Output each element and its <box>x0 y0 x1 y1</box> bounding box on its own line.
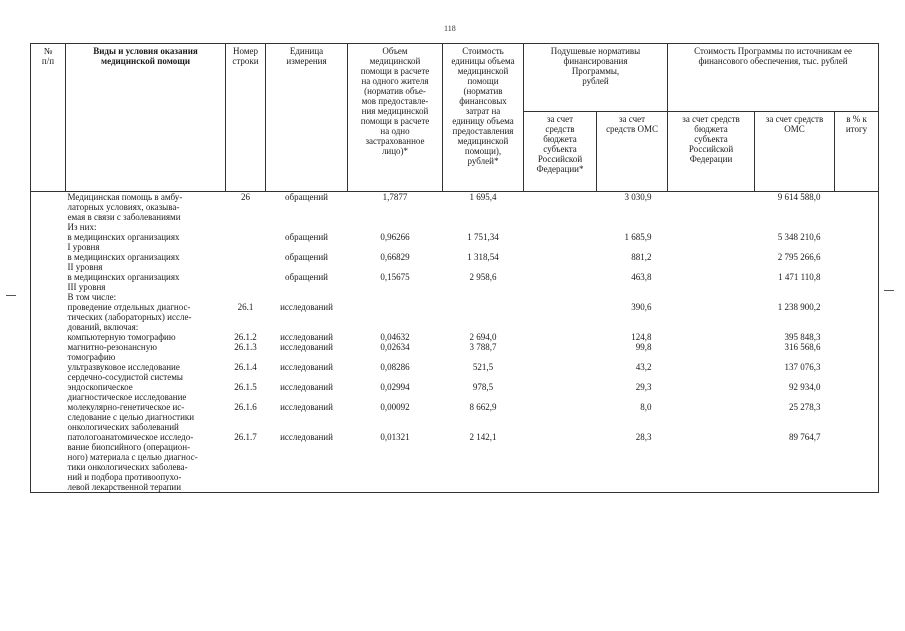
volume-text: 1,7877 <box>382 192 408 202</box>
volume-cell <box>348 252 443 272</box>
unit-text: исследований <box>280 432 333 442</box>
volume-cell <box>348 362 443 382</box>
unit-cost-cell <box>443 362 524 382</box>
care-type-text: В том числе: <box>67 292 117 302</box>
care-type-text: патологоанатомическое исследо- вание биопсийного (операцион- ного) материала с целью диагнос- тики онкологических заболева- ний и подбора противоопухо- левой лекарственной терапии <box>67 432 198 492</box>
per-capita-budget-cell <box>524 302 597 332</box>
total-oms-text: 9 614 588,0 <box>777 192 821 202</box>
unit-cell <box>266 362 348 382</box>
unit-text: исследований <box>280 302 333 312</box>
volume-cell <box>348 232 443 252</box>
total-percent-cell <box>835 292 879 302</box>
care-type-text: в медицинских организациях I уровня <box>67 232 180 252</box>
total-oms-text: 5 348 210,6 <box>777 232 821 242</box>
per-capita-oms-cell <box>597 302 668 332</box>
unit-cost-cell <box>443 272 524 292</box>
total-oms-cell <box>755 362 835 382</box>
unit-cost-text: 2 694,0 <box>469 332 497 342</box>
per-capita-oms-cell <box>597 232 668 252</box>
header-number: № п/п <box>31 44 66 192</box>
header-unit-cost: Стоимость единицы объема медицинской помощи (норматив финансовых затрат на единицу объема предоставления медицинской помощи), рублей* <box>443 44 524 192</box>
unit-cost-cell <box>443 402 524 432</box>
unit-cost-text: 1 751,34 <box>467 232 499 242</box>
margin-mark-right <box>884 290 894 291</box>
unit-cell <box>266 222 348 232</box>
total-percent-cell <box>835 192 879 223</box>
unit-cost-text: 2 958,6 <box>469 272 497 282</box>
total-oms-cell <box>755 332 835 342</box>
per-capita-oms-text: 463,8 <box>631 272 652 282</box>
care-type-text: эндоскопическое диагностическое исследование <box>67 382 187 402</box>
row-number-cell <box>226 232 266 252</box>
per-capita-budget-cell <box>524 272 597 292</box>
total-percent-cell <box>835 432 879 493</box>
care-type-text: проведение отдельных диагнос- тических (лабораторных) иссле- дований, включая: <box>67 302 192 332</box>
total-budget-cell <box>668 302 755 332</box>
subheader-per-capita-budget: за счет средств бюджета субъекта Российской Федерации* <box>524 112 597 192</box>
total-oms-cell <box>755 342 835 362</box>
per-capita-oms-cell <box>597 382 668 402</box>
volume-text: 0,00092 <box>380 402 410 412</box>
total-oms-cell <box>755 252 835 272</box>
per-capita-oms-text: 29,3 <box>635 382 652 392</box>
row-number-text: 26.1.7 <box>234 432 257 442</box>
total-budget-cell <box>668 342 755 362</box>
per-capita-oms-cell <box>597 272 668 292</box>
row-number-text: 26.1.6 <box>234 402 257 412</box>
care-type-cell <box>66 232 226 252</box>
volume-text: 0,66829 <box>380 252 410 262</box>
row-number-text: 26 <box>241 192 250 202</box>
unit-cost-text: 1 695,4 <box>469 192 497 202</box>
unit-cell <box>266 402 348 432</box>
per-capita-budget-cell <box>524 192 597 223</box>
total-oms-text: 89 764,7 <box>789 432 821 442</box>
header-unit: Единица измерения <box>266 44 348 192</box>
total-budget-cell <box>668 272 755 292</box>
total-oms-text: 25 278,3 <box>789 402 821 412</box>
care-type-text: в медицинских организациях III уровня <box>67 272 180 292</box>
total-oms-text: 1 238 900,2 <box>777 302 821 312</box>
total-oms-text: 1 471 110,8 <box>778 272 821 282</box>
per-capita-budget-cell <box>524 292 597 302</box>
volume-cell <box>348 302 443 332</box>
healthcare-program-table <box>30 43 879 493</box>
unit-cell <box>266 232 348 252</box>
total-percent-cell <box>835 382 879 402</box>
volume-text: 0,96266 <box>380 232 410 242</box>
table-row <box>31 342 879 362</box>
row-index-cell <box>31 192 66 223</box>
per-capita-budget-cell <box>524 232 597 252</box>
volume-cell <box>348 272 443 292</box>
per-capita-budget-cell <box>524 222 597 232</box>
table-row <box>31 402 879 432</box>
per-capita-budget-cell <box>524 432 597 493</box>
per-capita-oms-text: 99,8 <box>635 342 652 352</box>
table-row <box>31 382 879 402</box>
unit-text: исследований <box>280 342 333 352</box>
header-per-capita: Подушевые нормативы финансирования Программы, рублей <box>524 44 668 112</box>
per-capita-oms-cell <box>597 252 668 272</box>
table-row <box>31 332 879 342</box>
per-capita-oms-cell <box>597 362 668 382</box>
total-budget-cell <box>668 382 755 402</box>
unit-cell <box>266 272 348 292</box>
total-percent-cell <box>835 222 879 232</box>
row-index-cell <box>31 342 66 362</box>
row-index-cell <box>31 292 66 302</box>
unit-cell <box>266 382 348 402</box>
row-index-cell <box>31 402 66 432</box>
unit-cost-text: 3 788,7 <box>469 342 497 352</box>
care-type-cell <box>66 362 226 382</box>
row-index-cell <box>31 302 66 332</box>
unit-cost-cell <box>443 302 524 332</box>
volume-cell <box>348 292 443 302</box>
per-capita-oms-cell <box>597 342 668 362</box>
unit-cell <box>266 192 348 223</box>
unit-cell <box>266 432 348 493</box>
table-body <box>31 192 879 493</box>
total-oms-text: 137 076,3 <box>784 362 821 372</box>
row-number-cell <box>226 302 266 332</box>
subheader-total-budget: за счет средств бюджета субъекта Российской Федерации <box>668 112 755 192</box>
total-budget-cell <box>668 432 755 493</box>
unit-cost-cell <box>443 222 524 232</box>
total-budget-cell <box>668 332 755 342</box>
total-percent-cell <box>835 272 879 292</box>
table-row <box>31 252 879 272</box>
total-oms-text: 92 934,0 <box>789 382 821 392</box>
per-capita-oms-cell <box>597 192 668 223</box>
row-number-cell <box>226 292 266 302</box>
volume-cell <box>348 382 443 402</box>
unit-cost-cell <box>443 382 524 402</box>
care-type-cell <box>66 432 226 493</box>
volume-cell <box>348 342 443 362</box>
unit-cell <box>266 302 348 332</box>
per-capita-budget-cell <box>524 332 597 342</box>
row-number-cell <box>226 362 266 382</box>
total-budget-cell <box>668 222 755 232</box>
header-row-number: Номер строки <box>226 44 266 192</box>
per-capita-oms-text: 390,6 <box>631 302 652 312</box>
row-number-text: 26.1.2 <box>234 332 257 342</box>
row-number-cell <box>226 432 266 493</box>
care-type-cell <box>66 342 226 362</box>
page-number: 118 <box>444 24 456 33</box>
unit-cell <box>266 342 348 362</box>
care-type-cell <box>66 252 226 272</box>
total-budget-cell <box>668 362 755 382</box>
total-oms-cell <box>755 192 835 223</box>
table-row <box>31 192 879 223</box>
header-program-cost: Стоимость Программы по источникам ее финансового обеспечения, тыс. рублей <box>668 44 879 112</box>
row-number-text: 26.1.5 <box>234 382 257 392</box>
care-type-cell <box>66 402 226 432</box>
row-number-cell <box>226 342 266 362</box>
unit-cell <box>266 332 348 342</box>
row-index-cell <box>31 272 66 292</box>
subheader-total-percent: в % к итогу <box>835 112 879 192</box>
care-type-text: компьютерную томографию <box>67 332 176 342</box>
care-type-cell <box>66 302 226 332</box>
per-capita-budget-cell <box>524 252 597 272</box>
volume-cell <box>348 432 443 493</box>
unit-cost-cell <box>443 332 524 342</box>
unit-cost-cell <box>443 432 524 493</box>
table-row <box>31 432 879 493</box>
row-number-text: 26.1.3 <box>234 342 257 352</box>
row-number-text: 26.1 <box>237 302 254 312</box>
unit-cost-cell <box>443 192 524 223</box>
total-oms-text: 316 568,6 <box>784 342 821 352</box>
per-capita-budget-cell <box>524 342 597 362</box>
row-number-cell <box>226 252 266 272</box>
total-percent-cell <box>835 232 879 252</box>
total-percent-cell <box>835 342 879 362</box>
care-type-cell <box>66 192 226 223</box>
care-type-cell <box>66 332 226 342</box>
total-percent-cell <box>835 252 879 272</box>
unit-cost-text: 1 318,54 <box>467 252 499 262</box>
row-number-cell <box>226 272 266 292</box>
volume-cell <box>348 402 443 432</box>
table-row <box>31 232 879 252</box>
care-type-text: Из них: <box>67 222 97 232</box>
subheader-total-oms: за счет средств ОМС <box>755 112 835 192</box>
row-number-cell <box>226 402 266 432</box>
header-care-type: Виды и условия оказания медицинской помощи <box>66 44 226 192</box>
volume-text: 0,15675 <box>380 272 410 282</box>
total-oms-text: 2 795 266,6 <box>777 252 821 262</box>
volume-text: 0,08286 <box>380 362 410 372</box>
care-type-cell <box>66 272 226 292</box>
unit-text: обращений <box>285 232 328 242</box>
care-type-cell <box>66 222 226 232</box>
per-capita-oms-cell <box>597 402 668 432</box>
per-capita-oms-cell <box>597 332 668 342</box>
margin-mark-left <box>6 295 16 296</box>
per-capita-oms-text: 8,0 <box>640 402 652 412</box>
subheader-per-capita-oms: за счет средств ОМС <box>597 112 668 192</box>
total-budget-cell <box>668 402 755 432</box>
per-capita-oms-text: 28,3 <box>635 432 652 442</box>
volume-cell <box>348 222 443 232</box>
unit-cost-text: 521,5 <box>472 362 494 372</box>
unit-text: исследований <box>280 402 333 412</box>
volume-text: 0,04632 <box>380 332 410 342</box>
per-capita-budget-cell <box>524 382 597 402</box>
total-budget-cell <box>668 292 755 302</box>
total-percent-cell <box>835 362 879 382</box>
unit-cell <box>266 292 348 302</box>
table-row <box>31 222 879 232</box>
care-type-cell <box>66 292 226 302</box>
care-type-text: в медицинских организациях II уровня <box>67 252 180 272</box>
unit-text: исследований <box>280 382 333 392</box>
table-row <box>31 362 879 382</box>
row-number-cell <box>226 192 266 223</box>
per-capita-oms-cell <box>597 222 668 232</box>
per-capita-budget-cell <box>524 362 597 382</box>
row-number-text: 26.1.4 <box>234 362 257 372</box>
row-index-cell <box>31 432 66 493</box>
total-oms-cell <box>755 272 835 292</box>
total-oms-cell <box>755 402 835 432</box>
per-capita-oms-text: 1 685,9 <box>624 232 652 242</box>
total-oms-cell <box>755 382 835 402</box>
total-budget-cell <box>668 232 755 252</box>
total-percent-cell <box>835 302 879 332</box>
volume-cell <box>348 332 443 342</box>
total-oms-cell <box>755 432 835 493</box>
unit-text: обращений <box>285 272 328 282</box>
care-type-text: молекулярно-генетическое ис- следование с целью диагностики онкологических заболеваний <box>67 402 195 432</box>
row-index-cell <box>31 222 66 232</box>
volume-text: 0,01321 <box>380 432 410 442</box>
total-oms-cell <box>755 232 835 252</box>
total-budget-cell <box>668 252 755 272</box>
total-percent-cell <box>835 332 879 342</box>
per-capita-budget-cell <box>524 402 597 432</box>
row-number-cell <box>226 222 266 232</box>
unit-cost-text: 978,5 <box>472 382 494 392</box>
total-oms-text: 395 848,3 <box>784 332 821 342</box>
unit-cost-cell <box>443 292 524 302</box>
unit-cost-cell <box>443 232 524 252</box>
per-capita-oms-cell <box>597 292 668 302</box>
unit-cost-text: 2 142,1 <box>469 432 497 442</box>
unit-text: обращений <box>285 192 328 202</box>
row-index-cell <box>31 382 66 402</box>
total-percent-cell <box>835 402 879 432</box>
unit-cost-cell <box>443 252 524 272</box>
per-capita-oms-text: 881,2 <box>631 252 652 262</box>
total-oms-cell <box>755 292 835 302</box>
total-oms-cell <box>755 222 835 232</box>
unit-text: исследований <box>280 332 333 342</box>
volume-text: 0,02634 <box>380 342 410 352</box>
volume-cell <box>348 192 443 223</box>
per-capita-oms-cell <box>597 432 668 493</box>
row-index-cell <box>31 362 66 382</box>
care-type-text: магнитно-резонансную томографию <box>67 342 157 362</box>
unit-cell <box>266 252 348 272</box>
unit-cost-text: 8 662,9 <box>469 402 497 412</box>
row-number-cell <box>226 382 266 402</box>
unit-cost-cell <box>443 342 524 362</box>
care-type-cell <box>66 382 226 402</box>
row-index-cell <box>31 252 66 272</box>
table-row <box>31 292 879 302</box>
total-oms-cell <box>755 302 835 332</box>
row-number-cell <box>226 332 266 342</box>
row-index-cell <box>31 232 66 252</box>
care-type-text: Медицинская помощь в амбу- латорных условиях, оказыва- емая в связи с заболеваниями <box>67 192 183 222</box>
per-capita-oms-text: 43,2 <box>635 362 652 372</box>
total-budget-cell <box>668 192 755 223</box>
row-index-cell <box>31 332 66 342</box>
unit-text: обращений <box>285 252 328 262</box>
unit-text: исследований <box>280 362 333 372</box>
table-row <box>31 272 879 292</box>
header-volume: Объем медицинской помощи в расчете на одного жителя (норматив объе- мов предоставле- ния медицинской помощи в расчете на одно застрахованное лицо)* <box>348 44 443 192</box>
volume-text: 0,02994 <box>380 382 410 392</box>
table-row <box>31 302 879 332</box>
care-type-text: ультразвуковое исследование сердечно-сосудистой системы <box>67 362 183 382</box>
per-capita-oms-text: 124,8 <box>631 332 652 342</box>
per-capita-oms-text: 3 030,9 <box>624 192 652 202</box>
